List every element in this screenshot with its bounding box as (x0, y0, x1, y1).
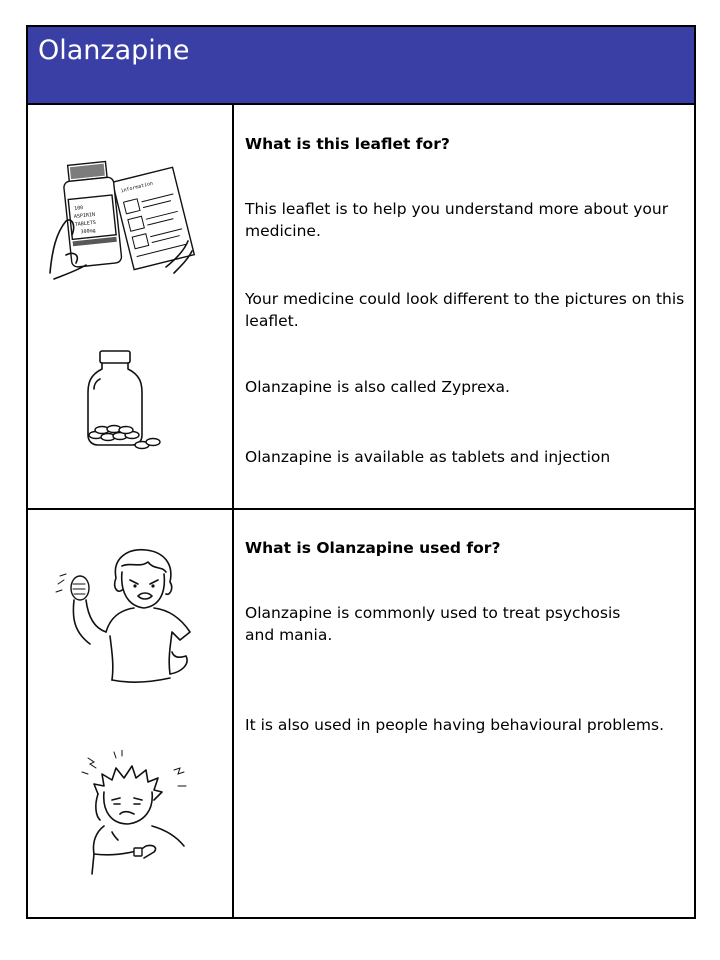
section1-illustrations (28, 105, 234, 508)
angry-person-illustration (50, 548, 200, 688)
section2-text (245, 510, 684, 917)
svg-text:TABLETS: TABLETS (74, 219, 97, 228)
svg-text:300mg: 300mg (80, 227, 96, 236)
section1-paragraph: This leaflet is to help you understand more about your medicine. (245, 200, 669, 240)
section-leaflet-purpose (28, 105, 694, 510)
leaflet-page (26, 25, 696, 919)
bottle-and-leaflet-illustration (46, 155, 196, 285)
section2-paragraph: Olanzapine is commonly used to treat psychosis and mania. (245, 604, 621, 644)
section1-paragraph: Olanzapine is available as tablets and injection (245, 448, 611, 466)
section1-paragraph: Olanzapine is also called Zyprexa. (245, 378, 510, 396)
svg-text:100: 100 (73, 205, 84, 212)
section-usage (28, 510, 694, 917)
section2-illustrations (28, 510, 234, 917)
anxious-person-illustration (74, 750, 194, 880)
bottle-label-text: ASPIRIN (73, 211, 96, 221)
section1-heading: What is this leaflet for? (245, 135, 450, 153)
leaflet-label-text: information (120, 180, 154, 195)
page-title: Olanzapine (38, 35, 190, 66)
section1-paragraph: Your medicine could look different to the pictures on this leaflet. (245, 290, 685, 330)
section2-heading: What is Olanzapine used for? (245, 539, 501, 557)
title-banner (28, 27, 694, 105)
pill-bottle-illustration (80, 345, 180, 455)
section1-text (245, 105, 684, 508)
section2-paragraph: It is also used in people having behavioural problems. (245, 716, 665, 734)
